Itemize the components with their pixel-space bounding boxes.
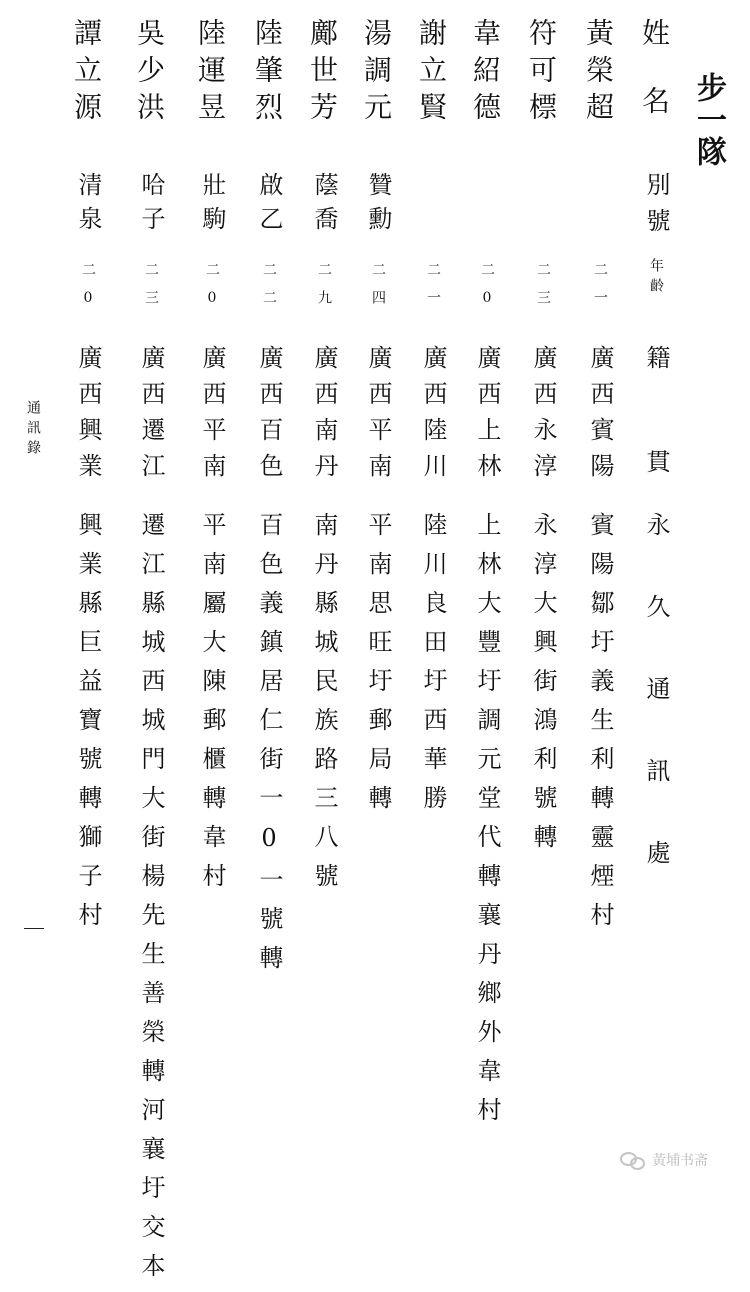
record-address: 賓陽鄒圩義生利轉靈煙村 — [586, 512, 614, 941]
wechat-icon — [620, 1150, 646, 1170]
record-age: 二一 — [592, 262, 608, 318]
record-name: 陸運昱 — [194, 18, 227, 129]
record-name: 韋紹德 — [469, 18, 502, 129]
header-column — [636, 0, 676, 1197]
record-address: 百色義鎮居仁街一0一號轉 — [255, 512, 283, 984]
record-address: 永淳大興街鴻利號轉 — [529, 512, 557, 863]
record-address: 遷江縣城西城門大街楊先生善榮轉河襄圩交本 — [137, 512, 165, 1292]
record-address: 平南屬大陳郵櫃轉韋村 — [198, 512, 226, 902]
record-name: 陸肇烈 — [251, 18, 284, 129]
record-name: 黃榮超 — [582, 18, 615, 129]
record-native-place: 廣西平南 — [198, 345, 226, 489]
record-name: 吳少洪 — [133, 18, 166, 129]
record-alias: 蔭喬 — [310, 172, 338, 240]
record-address: 平南思旺圩郵局轉 — [364, 512, 392, 824]
record-address: 上林大豐圩調元堂代轉襄丹鄉外韋村 — [473, 512, 501, 1136]
record-row — [467, 0, 507, 1197]
record-native-place: 廣西永淳 — [529, 345, 557, 489]
watermark — [620, 1150, 708, 1170]
record-row — [68, 0, 108, 1197]
record-address: 興業縣巨益寶號轉獅子村 — [74, 512, 102, 941]
record-alias: 哈子 — [137, 172, 165, 240]
watermark-text: 黃埔书斋 — [652, 1153, 708, 1169]
record-name: 湯調元 — [360, 18, 393, 129]
header-native-place: 籍貫 — [642, 345, 670, 553]
record-address: 陸川良田圩西華勝 — [419, 512, 447, 824]
record-age: 二九 — [316, 262, 332, 318]
record-native-place: 廣西陸川 — [419, 345, 447, 489]
record-row — [192, 0, 232, 1197]
record-age: 二二 — [261, 262, 277, 318]
record-row — [413, 0, 453, 1197]
record-address: 南丹縣城民族路三八號 — [310, 512, 338, 902]
record-age: 二一 — [425, 262, 441, 318]
record-native-place: 廣西平南 — [364, 345, 392, 489]
record-age: 二0 — [80, 262, 96, 320]
record-row — [523, 0, 563, 1197]
record-row — [580, 0, 620, 1197]
record-age: 二0 — [479, 262, 495, 320]
page-number — [24, 928, 44, 929]
record-native-place: 廣西百色 — [255, 345, 283, 489]
header-alias: 別號 — [642, 172, 670, 244]
record-alias: 贊勳 — [364, 172, 392, 240]
header-address: 永久通訊處 — [642, 512, 670, 922]
record-native-place: 廣西上林 — [473, 345, 501, 489]
record-row — [358, 0, 398, 1197]
record-row — [249, 0, 289, 1197]
record-native-place: 廣西南丹 — [310, 345, 338, 489]
record-age: 二0 — [204, 262, 220, 320]
record-native-place: 廣西興業 — [74, 345, 102, 489]
record-native-place: 廣西賓陽 — [586, 345, 614, 489]
record-age: 二三 — [143, 262, 159, 318]
record-alias: 清泉 — [74, 172, 102, 240]
record-name: 謝立賢 — [415, 18, 448, 129]
record-alias: 壯駒 — [198, 172, 226, 240]
header-name: 姓名 — [638, 18, 671, 154]
record-name: 譚立源 — [70, 18, 103, 129]
record-alias: 啟乙 — [255, 172, 283, 240]
header-age: 年齡 — [648, 258, 664, 298]
record-native-place: 廣西遷江 — [137, 345, 165, 489]
record-row — [304, 0, 344, 1197]
record-name: 鄺世芳 — [306, 18, 339, 129]
side-label: 通訊錄 — [25, 400, 41, 460]
record-name: 符可標 — [525, 18, 558, 129]
record-age: 二四 — [370, 262, 386, 318]
record-age: 二三 — [535, 262, 551, 318]
page-title: 步一隊 — [691, 72, 726, 168]
record-row — [131, 0, 171, 1292]
